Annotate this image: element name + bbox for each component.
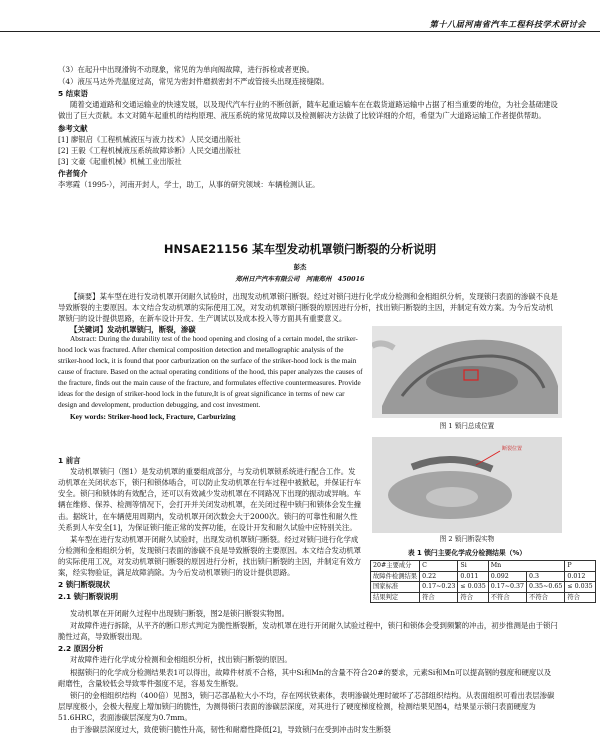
keywords-en: Key words: Striker-hood lock, Fracture, Carburizing	[70, 411, 236, 421]
section-5-heading: 5 结束语	[58, 89, 88, 99]
table-header-cell: C	[420, 561, 458, 572]
references-heading: 参考文献	[58, 123, 88, 133]
table-cell: 0.17~0.23	[420, 582, 458, 593]
table-cell: 0.35~0.65	[527, 582, 565, 593]
article-title: HNSAE21156 某车型发动机罩锁闩断裂的分析说明	[163, 242, 437, 256]
table-row	[371, 592, 596, 603]
full-width-body	[58, 608, 558, 736]
table-cell: 不符合	[488, 592, 526, 603]
article-affiliation: 郑州日产汽车有限公司 河南郑州 450016	[235, 275, 365, 283]
chemical-composition-table	[370, 560, 596, 603]
table-cell: 不符合	[527, 592, 565, 603]
author-bio-heading: 作者简介	[58, 168, 88, 178]
table-cell: 符合	[458, 592, 488, 603]
fig2-fracture-label: 断裂位置	[502, 446, 523, 452]
table-header-cell: Mn	[488, 561, 565, 572]
keywords-cn: 【关键词】发动机罩锁闩，断裂，渗碳	[70, 325, 196, 335]
table-cell: 故障件检测结果	[371, 571, 420, 582]
table-cell: 0.17~0.37	[488, 582, 526, 593]
paragraph-4: 对故障件进行拆除，从平齐的断口形式判定为脆性断裂断，发动机罩在进行开闭耐久试验过程中，锁闩和锁体会受到频繁的冲击，初步推测是由于锁闩脆性过高，导致断裂出现。	[58, 621, 558, 642]
paragraph-5: 对故障件进行化学成分检测和金相组织分析，找出锁闩断裂的原因。	[70, 655, 292, 665]
section-2-1-heading: 2.1 锁闩断裂说明	[58, 592, 119, 602]
table-header-row	[371, 561, 596, 572]
paragraph-7: 锁闩的金相组织结构（400倍）见图3，锁闩芯部晶粒大小不均，存在网状铁素体，表明渗碳处理时破坏了芯部组织结构。从表面组织可看出表层渗碳层厚度极小，会极大程度上增加锁闩的脆性，为测得锁闩表面的渗碳层深度，对其进行了硬度梯度检测，检测结果见图4，结果显示锁闩表面硬度为51.6HRC，表面渗碳层深度为0.7mm。	[58, 690, 555, 722]
abstract-cn: 【摘要】某车型在进行发动机罩开闭耐久试验时，出现发动机罩锁闩断裂。经过对锁闩进行化学成分检测和金相组织分析，发现锁闩表面的渗碳不良是导致断裂的主要原因。本文结合发动机罩的实际使用工况，对发动机罩锁闩断裂的原因进行分析，找出锁闩断裂的主因，并制定有效方案。为今后发动机罩锁闩的设计提供思路，在新车设计开发、生产调试以及成本投入等方面具有重要意义。	[58, 292, 558, 324]
table-cell: 0.3	[527, 571, 565, 582]
section-2-heading: 2 锁闩断裂现状	[58, 580, 111, 590]
item-3: （3）在起升中出现滑钩不动现象，常见的为单向阀故障，进行拆检或者更换。	[58, 65, 314, 74]
left-column-body	[58, 454, 362, 602]
section-1-heading: 1 前言	[58, 456, 81, 465]
table-cell: 国家标准	[371, 582, 420, 593]
table-header-cell: Si	[458, 561, 488, 572]
table-cell: 符合	[420, 592, 458, 603]
conclusion-paragraph: 随着交通道路和交通运输业的快速发展，以及现代汽车行业的不断创新，随车起重运输车在在载货道路运输中占据了相当重要的地位，为社会基础建设做出了巨大贡献。本文对随车起重机的结构原理、液压系统的常见故障以及检测解决方法做了比较详细的介绍，希望为广大道路运输工作者提供帮助。	[58, 100, 558, 121]
figure-2-caption: 图 2 锁闩断裂实物	[439, 535, 495, 543]
fig2-part-face	[426, 487, 478, 507]
table-header-cell: P	[565, 561, 595, 572]
table-cell: 0.092	[488, 571, 526, 582]
author-bio: 李寒霞（1995-），河南开封人，学士，助工，从事的研究领域：车辆检测认证。	[58, 180, 320, 190]
table-1-caption: 表 1 锁闩主要化学成分检测结果（%）	[407, 549, 527, 557]
item-4: （4）液压马达外壳温度过高，常见为密封件磨损密封不严或管接头出现连接缝隙。	[58, 77, 329, 87]
english-abstract-block	[58, 333, 364, 422]
reference-2: [2] 王毅《工程机械液压系统故障诊断》人民交通出版社	[58, 145, 241, 155]
article-author: 彭杰	[293, 263, 307, 271]
figure-1-caption: 图 1 锁闩总成位置	[439, 422, 495, 430]
table-cell: 0.22	[420, 571, 458, 582]
table-row	[371, 582, 596, 593]
fig1-hood-inner	[426, 366, 518, 398]
reference-3: [3] 文豪《起重机械》机械工业出版社	[58, 156, 182, 166]
previous-article-tail	[58, 64, 558, 190]
table-cell: 0.011	[458, 571, 488, 582]
table-cell: 符合	[565, 592, 595, 603]
table-cell: 结果判定	[371, 592, 420, 603]
paragraph-1: 发动机罩锁闩（图1）是发动机罩的重要组成部分，与发动机罩锁系统进行配合工作。发动机罩在关闭状态下，锁闩和锁体啮合，可以防止发动机罩在行车过程中被掀起，并保证行车安全。锁闩和锁体的有效配合，还可以有效减少发动机罩在不同路况下出现的振动或异响。车辆在维修、保养、检测等情况下，会打开并关闭发动机罩，在关闭过程中锁闩和锁体会发生撞击。据统计，在车辆使用周期内，发动机罩开闭次数会大于2000次。锁闩的可靠性和耐久性关系到人车安全[1]，为保证锁闩能正常的发挥功能，在设计开发和耐久试验中应特别关注。	[58, 467, 362, 532]
conference-title: 第十八届河南省汽车工程科技学术研讨会	[429, 19, 586, 29]
paragraph-8: 由于渗碳层深度过大，致使锁闩脆性升高，韧性和耐磨性降低[2]，导致锁闩在受到冲击时发生断裂	[70, 725, 391, 735]
reference-1: [1] 廖银启《工程机械液压与液力技术》人民交通出版社	[58, 134, 241, 144]
figure-1-hood-photo	[372, 326, 562, 418]
paragraph-6: 根据锁闩的化学成分检测结果表1可以得出，故障件材质不合格，其中Si和Mn的含量不符合20#的要求，元素Si和Mn可以提高钢的强度和硬度以及耐磨性，含量较低会导致零件强度不足，容易发生断裂。	[58, 667, 552, 688]
paragraph-2: 某车型在进行发动机罩开闭耐久试验时，出现发动机罩锁闩断裂。经过对锁闩进行化学成分检测和金相组织分析，发现锁闩表面的渗碳不良是导致断裂的主要原因。本文结合发动机罩的实际使用工况，对发动机罩锁闩断裂的原因进行分析，找出锁闩断裂的主因，并制定有效方案，经实物验证，满足故障消除。为今后发动机罩锁闩的设计提供思路。	[58, 534, 362, 578]
paragraph-3: 发动机罩在开闭耐久过程中出现锁闩断裂，图2是锁闩断裂实物图。	[70, 609, 290, 618]
table-cell: 0.012	[565, 571, 595, 582]
page-header	[0, 10, 600, 32]
table-cell: ≤ 0.035	[458, 582, 488, 593]
table-header-cell: 20#主要成分	[371, 561, 420, 572]
table-row	[371, 571, 596, 582]
table-cell: ≤ 0.035	[565, 582, 595, 593]
abstract-en: Abstract: During the durability test of the hood opening and closing of a certain model, the striker-hood lock was fractured. After chemical composition detection and metallographic analysis of the striker-hood lock, it is found that poor carburization on the surface of the striker-hood lock is the main cause of fracture. Based on the actual operating conditions of the hood, this paper analyzes the causes of the fracture, finds out the main cause of the fracture, and formulates effective countermeasures. Provide ideas for the design of striker-hood lock in the future,It is of great significance in terms of new car design and development, production debugging, and cost investment.	[58, 334, 363, 410]
figure-2-fracture-photo	[372, 437, 562, 533]
section-2-2-heading: 2.2 原因分析	[58, 644, 104, 654]
